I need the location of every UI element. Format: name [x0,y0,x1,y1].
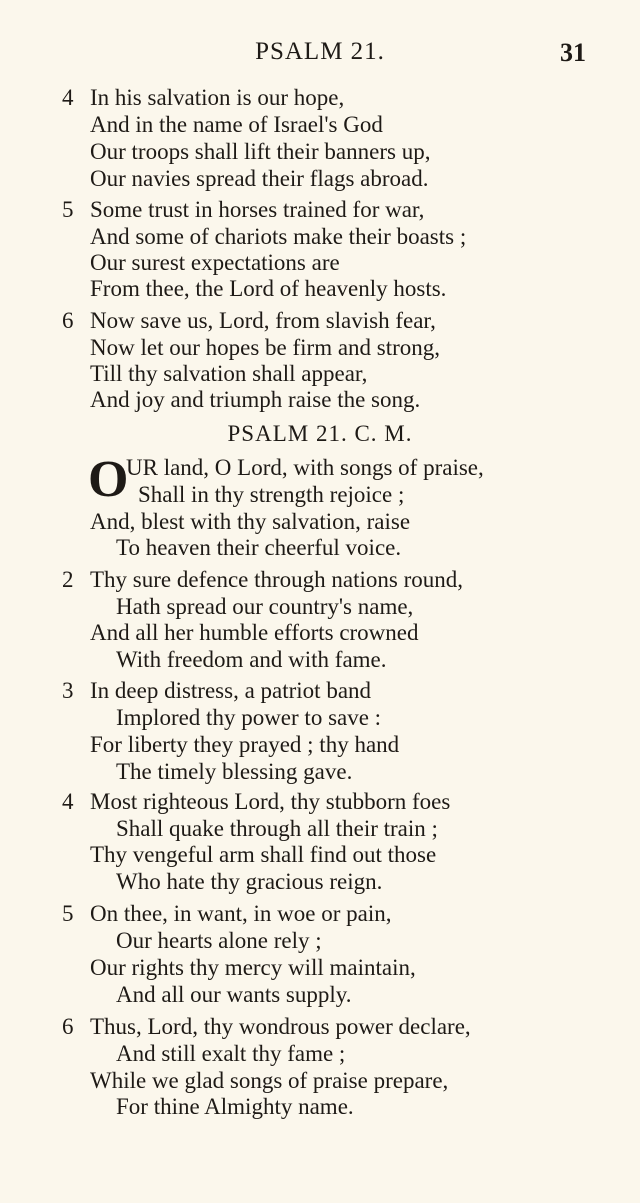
verse-line: On thee, in want, in woe or pain, [90,901,392,926]
running-head [0,38,640,72]
verse-line: And all her humble efforts crowned [90,620,419,645]
verse-line: Our rights thy mercy will maintain, [90,955,416,980]
stanza-number: 6 [62,308,74,333]
verse-line: Most righteous Lord, thy stubborn foes [90,789,451,814]
verse-line: Thus, Lord, thy wondrous power declare, [90,1014,471,1039]
verse-line: And some of chariots make their boasts ; [90,224,467,249]
stanza-number: 3 [62,678,74,703]
first-word-rest: UR [126,455,158,480]
verse-line: Now let our hopes be firm and strong, [90,335,441,360]
page-number: 31 [560,38,586,67]
verse-line: Implored thy power to save : [116,705,382,730]
verse-line: With freedom and with fame. [116,647,387,672]
verse-line: Our hearts alone rely ; [116,928,322,953]
verse-line-first [126,454,484,481]
verse-line: Who hate thy gracious reign. [116,869,383,894]
verse-line: And still exalt thy fame ; [116,1041,346,1066]
verse-line: Thy vengeful arm shall find out those [90,842,437,867]
verse-line: Shall quake through all their train ; [116,816,438,841]
verse-line: Now save us, Lord, from slavish fear, [90,308,436,333]
verse-line: And all our wants supply. [116,982,352,1007]
verse-line: And joy and triumph raise the song. [90,387,421,412]
section-heading: PSALM 21. C. M. [227,421,413,446]
first-line-rest: land, O Lord, with songs of praise, [157,455,484,480]
verse-line: While we glad songs of praise prepare, [90,1068,449,1093]
stanza-number: 5 [62,197,74,222]
drop-cap: O [88,451,129,508]
running-title: PSALM 21. [255,38,385,65]
verse-line: For thine Almighty name. [116,1094,354,1119]
verse-line: Shall in thy strength rejoice ; [138,482,405,507]
verse-line: Till thy salvation shall appear, [90,361,368,386]
verse-line: Thy sure defence through nations round, [90,567,464,592]
stanza-number: 4 [62,789,74,814]
verse-line: Some trust in horses trained for war, [90,197,425,222]
stanza-number: 2 [62,567,74,592]
verse-line: Our navies spread their flags abroad. [90,166,429,191]
verse-line: And, blest with thy salvation, raise [90,509,411,534]
verse-line: In deep distress, a patriot band [90,678,372,703]
verse-line: And in the name of Israel's God [90,112,383,137]
verse-line: The timely blessing gave. [116,759,353,784]
verse-line: Our surest expectations are [90,250,340,275]
stanza-number: 5 [62,901,74,926]
verse-line: To heaven their cheerful voice. [116,535,402,560]
verse-line: For liberty they prayed ; thy hand [90,732,400,757]
stanza-number: 6 [62,1014,74,1039]
verse-line: Hath spread our country's name, [116,594,414,619]
verse-line: In his salvation is our hope, [90,85,345,110]
verse-line: From thee, the Lord of heavenly hosts. [90,276,447,301]
verse-line: Our troops shall lift their banners up, [90,139,431,164]
stanza-number: 4 [62,85,74,110]
